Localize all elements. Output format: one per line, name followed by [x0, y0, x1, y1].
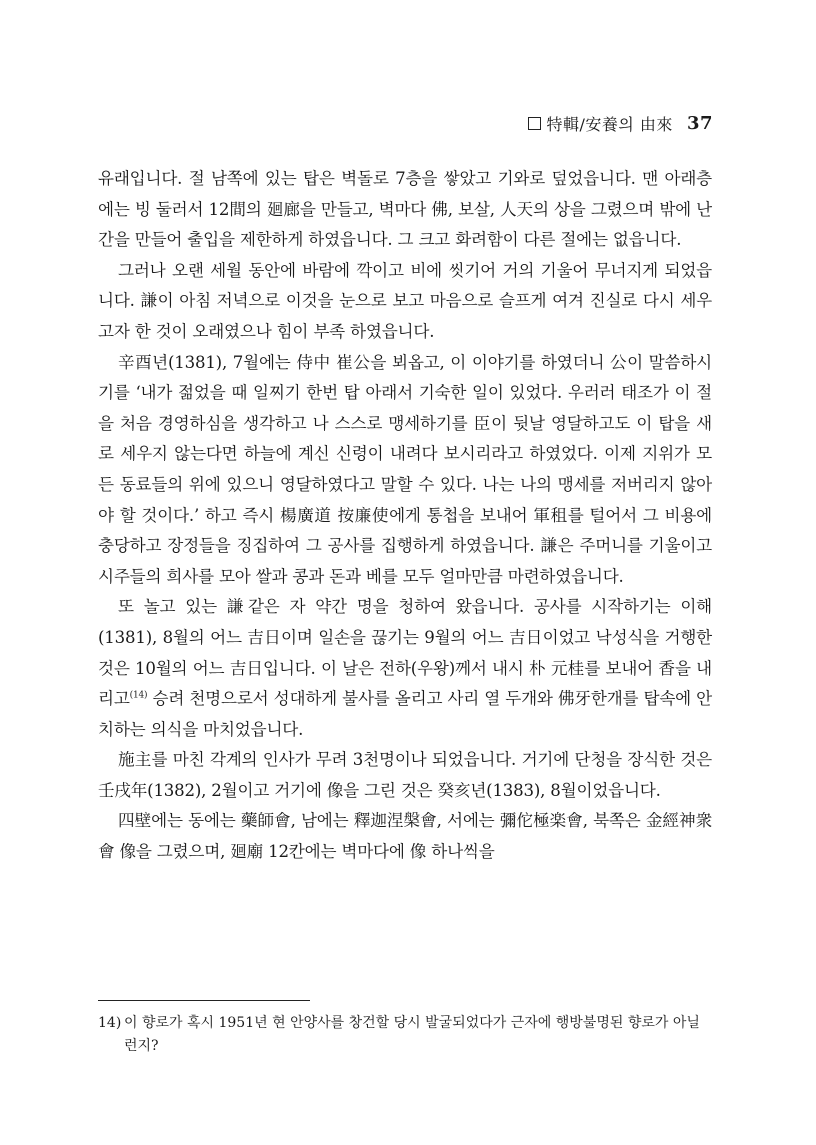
footnote-text: 이 향로가 혹시 1951년 현 안양사를 창건할 당시 발굴되었다가 근자에 행방불명된 향로가 아닐런지?	[124, 1015, 700, 1054]
paragraph-1: 유래입니다. 절 남쪽에 있는 탑은 벽돌로 7층을 쌓았고 기와로 덮었읍니다. 맨 아래층에는 빙 둘러서 12間의 廻廊을 만들고, 벽마다 佛, 보살, 人天의 상을 그렸으며 밖에 난간을 만들어 출입을 제한하게 하였읍니다. 그 크고 화려함이 다른 절에는 없읍니다.	[98, 169, 712, 250]
paragraph-4	[98, 592, 712, 745]
paragraph-4-tail: 승려 천명으로서 성대하게 불사를 올리고 사리 열 두개와 佛牙한개를 탑속에 안치하는 의식을 마치었읍니다.	[98, 689, 713, 739]
paragraph-2: 그러나 오랜 세월 동안에 바람에 깍이고 비에 씻기어 거의 기울어 무너지게 되었읍니다. 謙이 아침 저녁으로 이것을 눈으로 보고 마음으로 슬프게 여겨 진실로 다시 세우고자 한 것이 오래였으나 힘이 부족 하였읍니다.	[98, 260, 712, 341]
body-text	[98, 164, 712, 868]
running-header	[528, 112, 714, 135]
footnote-divider	[98, 1000, 310, 1001]
page-number: 37	[686, 113, 713, 134]
paragraph-5: 施主를 마친 각계의 인사가 무려 3천명이나 되었읍니다. 거기에 단청을 장식한 것은 壬戌年(1382), 2월이고 거기에 像을 그린 것은 癸亥년(1383), 8월이었읍니다.	[98, 750, 712, 800]
square-bullet-icon	[528, 117, 541, 130]
paragraph-4-text: 또 놀고 있는 謙같은 자 약간 명을 청하여 왔읍니다. 공사를 시작하기는 이해(1381), 8월의 어느 吉日이며 일손을 끊기는 9월의 어느 吉日이었고 낙성식을 거행한 것은 10월의 어느 吉日입니다. 이 날은 전하(우왕)께서 내시 朴 元桂를 보내어 香을 내리고	[98, 597, 712, 709]
paragraph-3: 辛酉년(1381), 7월에는 侍中 崔公을 뵈옵고, 이 이야기를 하였더니 公이 말씀하시기를 ‘내가 젊었을 때 일찌기 한번 탑 아래서 기숙한 일이 있었다. 우러러 태조가 이 절을 처음 경영하심을 생각하고 나 스스로 맹세하기를 臣이 뒷날 영달하고도 이 탑을 새로 세우지 않는다면 하늘에 계신 신령이 내려다 보시리라고 하였었다. 이제 지위가 모든 동료들의 위에 있으니 영달하였다고 말할 수 있다. 나는 나의 맹세를 저버리지 않아야 할 것이다.’ 하고 즉시 楊廣道 按廉使에게 통첩을 보내어 軍租를 털어서 그 비용에 충당하고 장정들을 징집하여 그 공사를 집행하게 하였읍니다. 謙은 주머니를 기울이고 시주들의 희사를 모아 쌀과 콩과 돈과 베를 모두 얼마만큼 마련하였읍니다.	[98, 352, 712, 586]
paragraph-6: 四壁에는 동에는 藥師會, 남에는 釋迦涅槃會, 서에는 彌佗極楽會, 북쪽은 金經神衆會 像을 그렸으며, 廻廟 12칸에는 벽마다에 像 하나씩을	[98, 811, 712, 862]
header-title: 特輯/安養의 由來	[546, 115, 673, 134]
footnote-number: 14)	[98, 1015, 122, 1031]
footnote-marker: (14)	[129, 690, 148, 701]
footnote	[98, 1012, 712, 1058]
